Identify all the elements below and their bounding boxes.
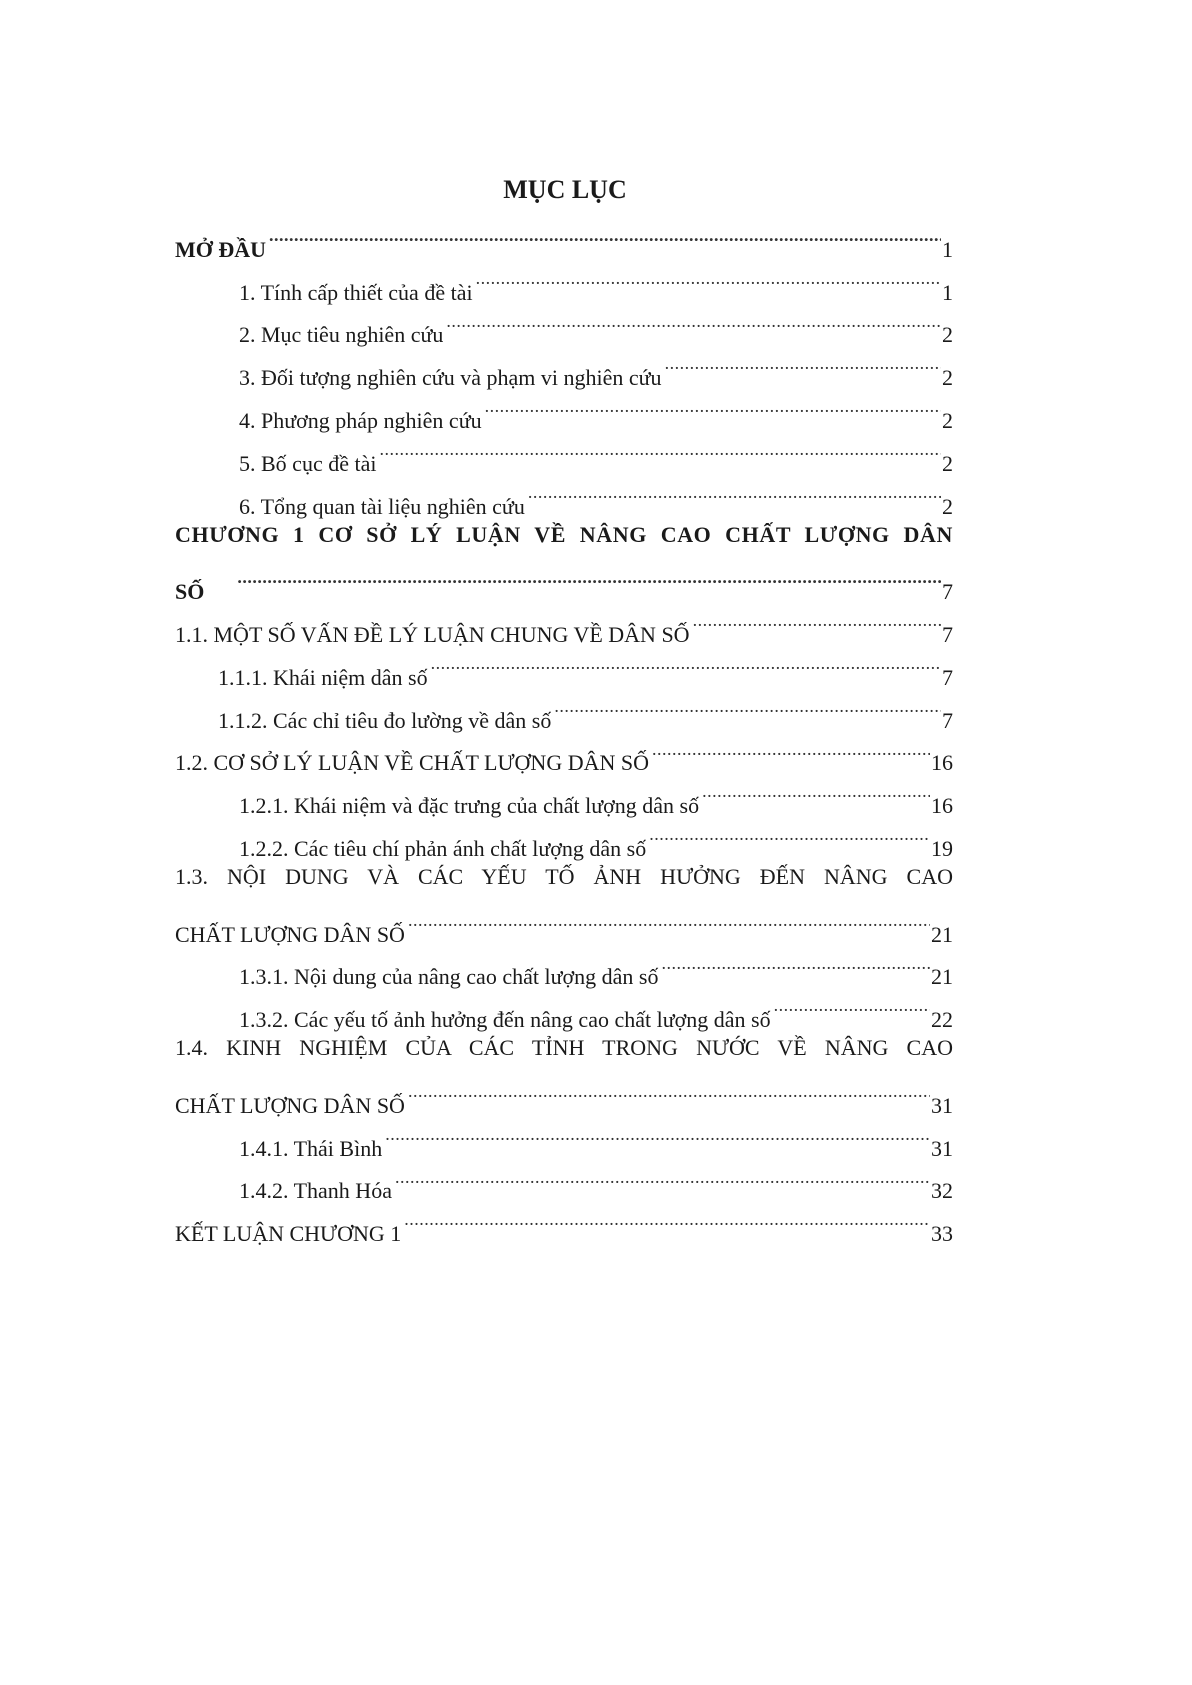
toc-page-number: 32 bbox=[931, 1178, 953, 1204]
toc-page-number: 2 bbox=[942, 407, 953, 433]
dot-leader bbox=[395, 1156, 930, 1199]
dot-leader bbox=[649, 813, 930, 856]
toc-entry-label: 1.4.1. Thái Bình bbox=[239, 1135, 383, 1161]
toc-entry-mo-dau[interactable] bbox=[175, 214, 953, 262]
toc-entry-label: MỞ ĐẦU bbox=[175, 236, 267, 262]
toc-page-number: 2 bbox=[942, 450, 953, 476]
toc-title-text: MỤC LỤC bbox=[503, 175, 627, 204]
dot-leader bbox=[528, 471, 941, 514]
toc-entry-label: 1.3.2. Các yếu tố ảnh hưởng đến nâng cao chất lượng dân số bbox=[239, 1007, 771, 1033]
toc-page-number: 19 bbox=[931, 835, 953, 861]
toc-entry-label: 5. Bố cục đề tài bbox=[239, 450, 377, 476]
dot-leader bbox=[554, 685, 941, 728]
toc-title bbox=[0, 172, 1192, 208]
toc-page-number: 7 bbox=[942, 579, 953, 605]
toc-entry-label-line1: CHƯƠNG 1 CƠ SỞ LÝ LUẬN VỀ NÂNG CAO CHẤT LƯỢNG DÂN bbox=[175, 521, 953, 547]
dot-leader bbox=[702, 770, 930, 813]
toc-entry-label-line2: CHẤT LƯỢNG DÂN SỐ bbox=[175, 1092, 405, 1118]
dot-leader bbox=[485, 385, 941, 428]
toc-entry-label: 1.1. MỘT SỐ VẤN ĐỀ LÝ LUẬN CHUNG VỀ DÂN SỐ bbox=[175, 621, 690, 647]
dot-leader bbox=[408, 899, 930, 942]
toc-entry-label: 1.3.1. Nội dung của nâng cao chất lượng dân số bbox=[239, 964, 659, 990]
toc-entry-label: 4. Phương pháp nghiên cứu bbox=[239, 407, 482, 433]
dot-leader bbox=[431, 642, 941, 685]
toc-entry-label: 1.2.1. Khái niệm và đặc trưng của chất lượng dân số bbox=[239, 793, 700, 819]
toc-entry-label: 6. Tổng quan tài liệu nghiên cứu bbox=[239, 493, 525, 519]
toc-entry-label: 2. Mục tiêu nghiên cứu bbox=[239, 322, 444, 348]
toc-page-number: 21 bbox=[931, 921, 953, 947]
toc-entry-1[interactable] bbox=[175, 257, 953, 305]
toc-entry-label-line1: 1.4. KINH NGHIỆM CỦA CÁC TỈNH TRONG NƯỚC VỀ NÂNG CAO bbox=[175, 1035, 953, 1061]
dot-leader bbox=[652, 728, 930, 771]
dot-leader bbox=[237, 556, 941, 599]
toc-entry-1-3[interactable] bbox=[175, 856, 953, 947]
toc-entry-label: KẾT LUẬN CHƯƠNG 1 bbox=[175, 1221, 402, 1247]
toc-entry-label-line2: CHẤT LƯỢNG DÂN SỐ bbox=[175, 921, 405, 947]
toc-page-number: 1 bbox=[942, 236, 953, 262]
toc-page-number: 2 bbox=[942, 365, 953, 391]
dot-leader bbox=[661, 942, 930, 985]
dot-leader bbox=[446, 300, 941, 343]
dot-leader bbox=[269, 214, 941, 257]
toc-page-number: 2 bbox=[942, 322, 953, 348]
table-of-contents bbox=[175, 214, 953, 1247]
toc-page-number: 1 bbox=[942, 279, 953, 305]
toc-entry-line2 bbox=[175, 899, 953, 947]
dot-leader bbox=[408, 1070, 930, 1113]
toc-entry-1-1[interactable] bbox=[175, 599, 953, 647]
toc-page-number: 7 bbox=[942, 621, 953, 647]
dot-leader bbox=[385, 1113, 930, 1156]
toc-entry-label: 1.1.1. Khái niệm dân số bbox=[218, 664, 428, 690]
toc-page-number: 7 bbox=[942, 707, 953, 733]
toc-entry-label: 1.2. CƠ SỞ LÝ LUẬN VỀ CHẤT LƯỢNG DÂN SỐ bbox=[175, 750, 649, 776]
dot-leader bbox=[693, 599, 941, 642]
toc-page-number: 2 bbox=[942, 493, 953, 519]
toc-page-number: 16 bbox=[931, 750, 953, 776]
toc-page-number: 16 bbox=[931, 793, 953, 819]
toc-entry-label: 1.2.2. Các tiêu chí phản ánh chất lượng dân số bbox=[239, 835, 647, 861]
toc-page-number: 21 bbox=[931, 964, 953, 990]
dot-leader bbox=[379, 428, 941, 471]
toc-entry-label: 1.4.2. Thanh Hóa bbox=[239, 1178, 392, 1204]
toc-page-number: 22 bbox=[931, 1007, 953, 1033]
toc-page-number: 31 bbox=[931, 1092, 953, 1118]
dot-leader bbox=[665, 342, 941, 385]
toc-entry-line2 bbox=[175, 556, 953, 605]
toc-entry-chuong-1[interactable] bbox=[175, 514, 953, 605]
toc-entry-label-line2: SỐ bbox=[175, 579, 205, 605]
toc-page-number: 31 bbox=[931, 1135, 953, 1161]
dot-leader bbox=[476, 257, 941, 300]
toc-entry-line2 bbox=[175, 1070, 953, 1118]
dot-leader bbox=[404, 1198, 930, 1241]
toc-page-number: 33 bbox=[931, 1221, 953, 1247]
toc-entry-1-4[interactable] bbox=[175, 1027, 953, 1118]
dot-leader bbox=[774, 984, 930, 1027]
toc-entry-label-line1: 1.3. NỘI DUNG VÀ CÁC YẾU TỐ ẢNH HƯỞNG ĐẾN NÂNG CAO bbox=[175, 863, 953, 889]
toc-entry-label: 3. Đối tượng nghiên cứu và phạm vi nghiên cứu bbox=[239, 365, 662, 391]
toc-page-number: 7 bbox=[942, 664, 953, 690]
toc-entry-label: 1.1.2. Các chỉ tiêu đo lường về dân số bbox=[218, 707, 552, 733]
toc-entry-label: 1. Tính cấp thiết của đề tài bbox=[239, 279, 473, 305]
